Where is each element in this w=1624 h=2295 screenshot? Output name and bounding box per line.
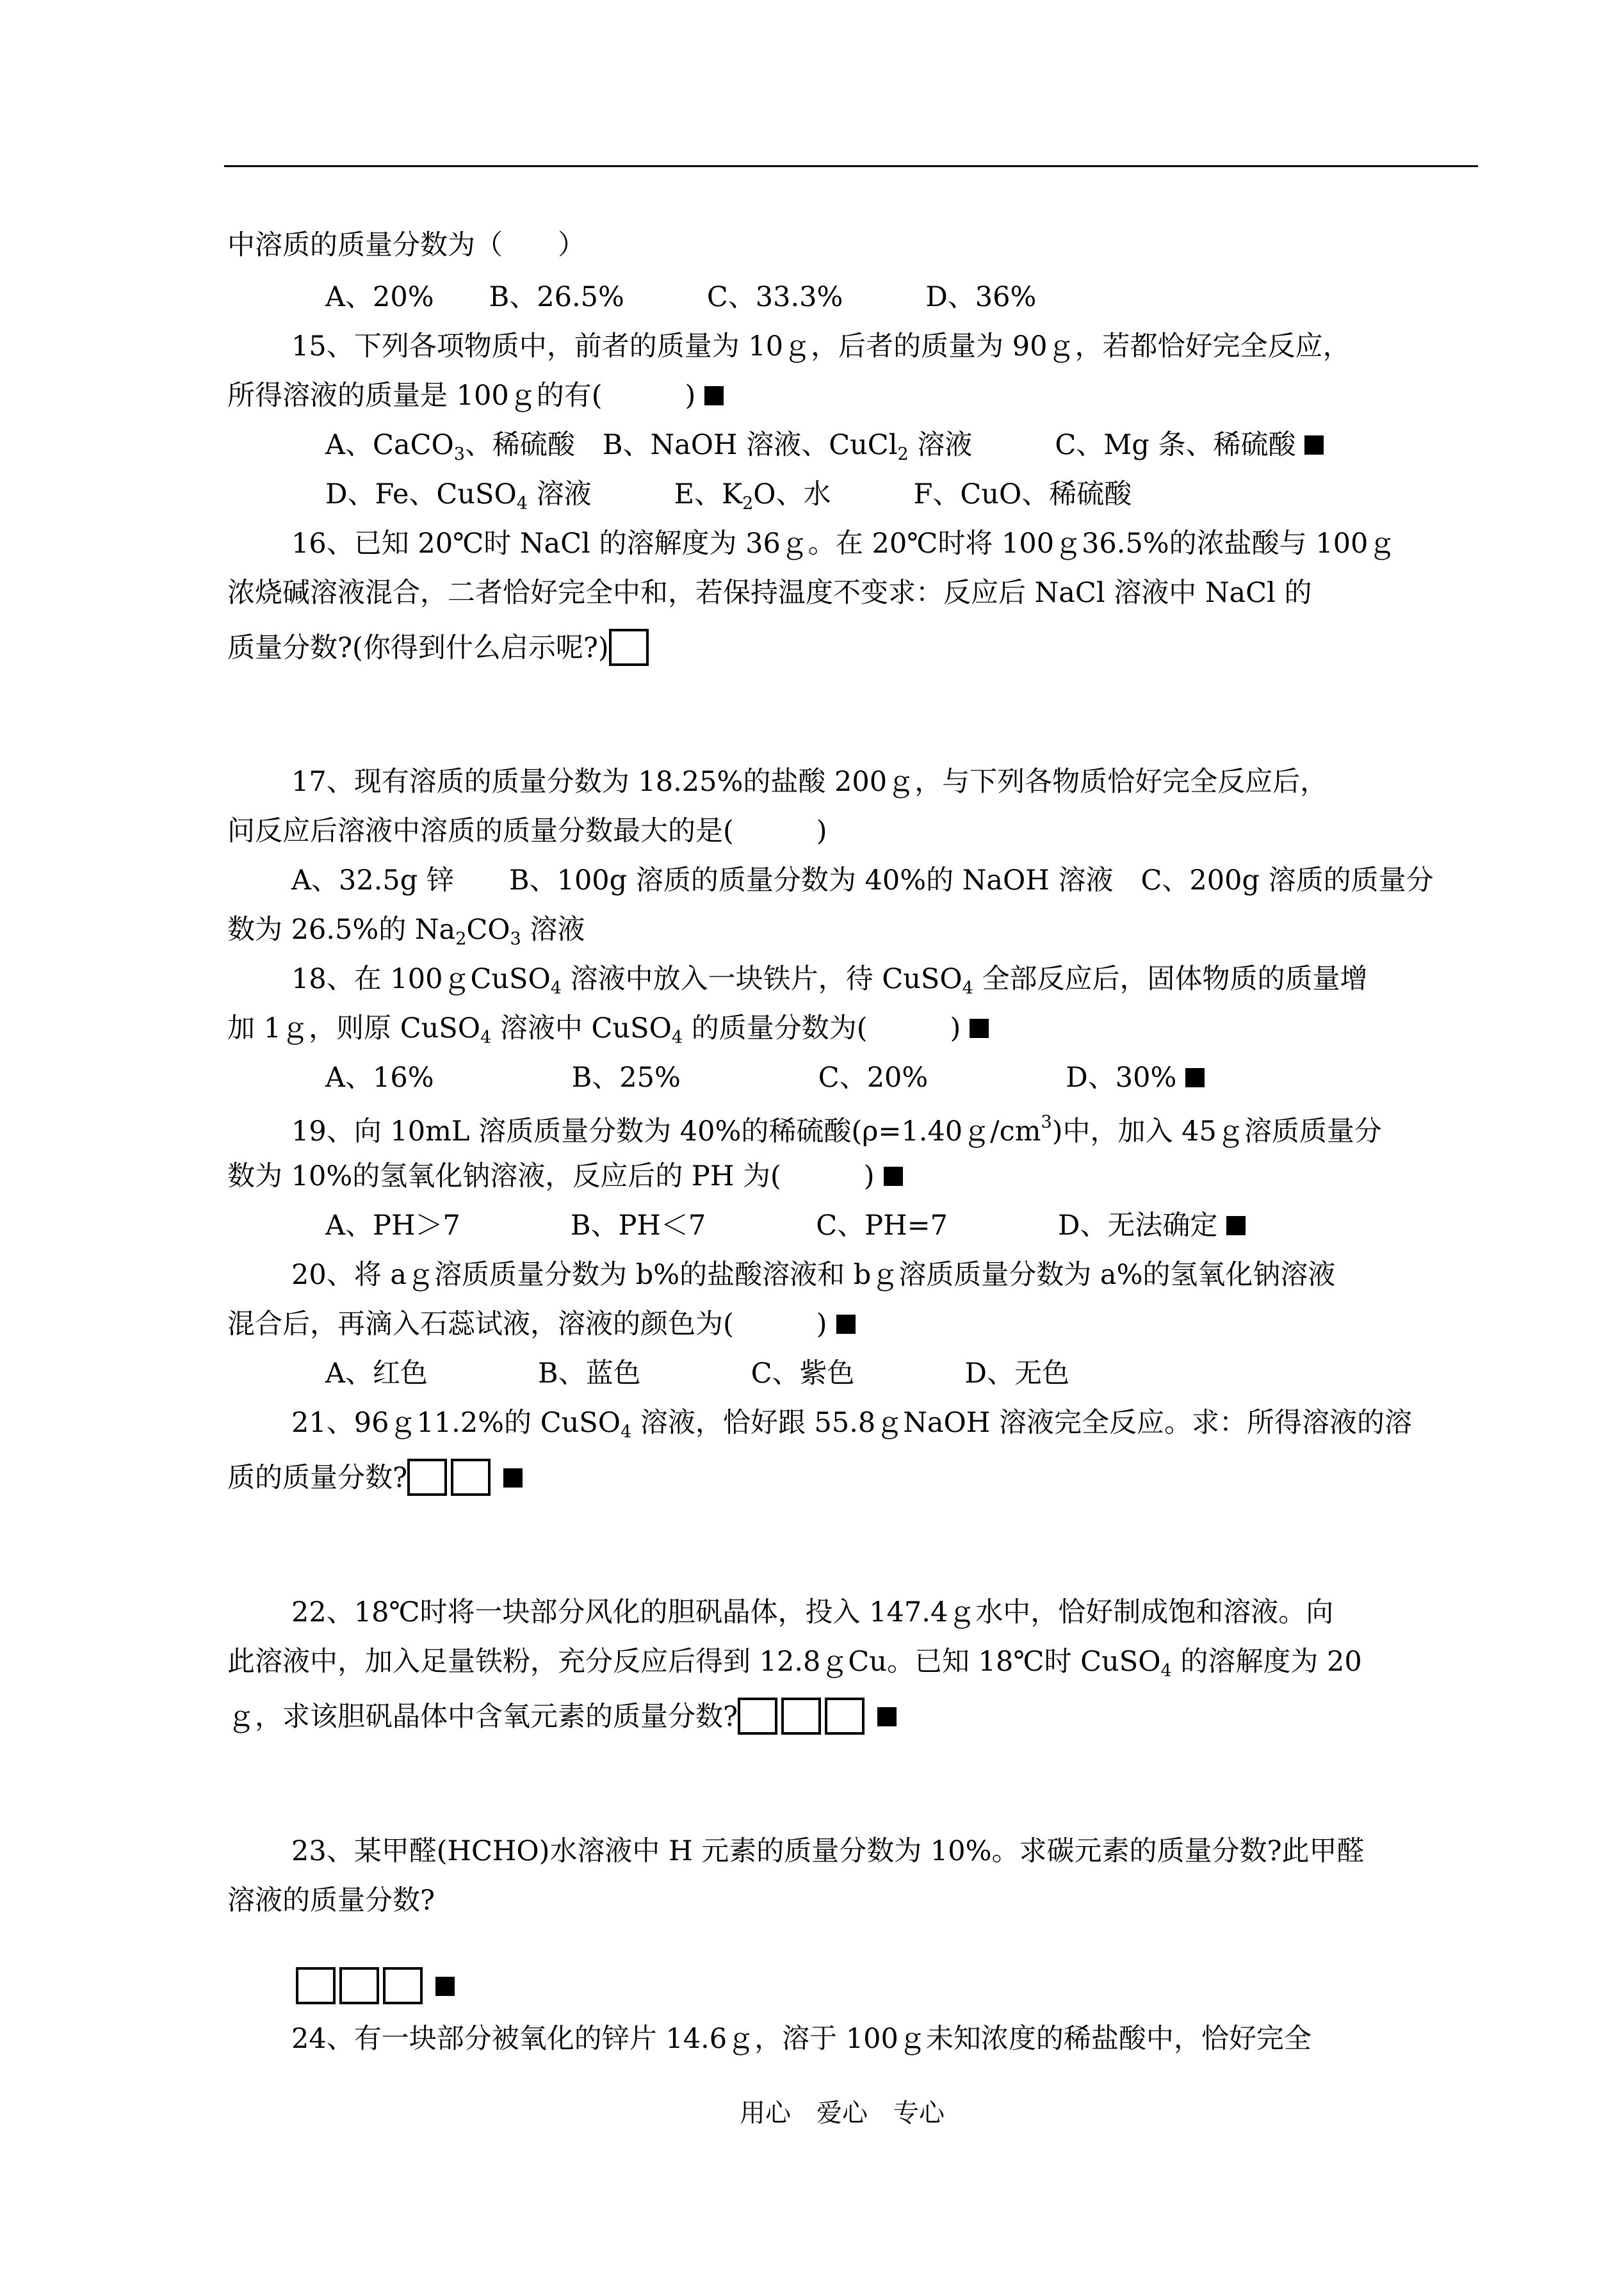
- options-q20: A、红色 B、蓝色 C、紫色 D、无色: [325, 1358, 1070, 1390]
- answer-box-icon: [738, 1698, 777, 1735]
- black-square-icon: [435, 1977, 455, 1996]
- header-rule: [224, 165, 1478, 167]
- black-square-icon: [1304, 435, 1324, 455]
- question-19: 19、向 10mL 溶质质量分数为 40%的稀硫酸$(\rho=1.40g/cm^3)$中，加入 45ｇ溶质质量分: [291, 1112, 1382, 1148]
- question-20: 20、将 aｇ溶质质量分数为 b%的盐酸溶液和 bｇ溶质质量分数为 a%的氢氧化钠溶液: [291, 1259, 1336, 1291]
- black-square-icon: [884, 1167, 903, 1186]
- answer-box-icon: [407, 1459, 447, 1496]
- text-line: 所得溶液的质量是 100ｇ的有( ): [227, 382, 724, 410]
- text-line: 加 1ｇ，则原 CuSO$_4$ 溶液中 CuSO$_4$ 的质量分数为( ): [227, 1015, 989, 1046]
- text-line: 此溶液中，加入足量铁粉，充分反应后得到 12.8ｇCu。已知 18℃时 CuSO$_4$ 的溶解度为 20: [227, 1646, 1362, 1681]
- text-line: 数为 26.5%的 $Na_2CO_3$ 溶液: [227, 914, 585, 949]
- answer-box-icon: [609, 629, 649, 666]
- text-line: 问反应后溶液中溶质的质量分数最大的是( ): [227, 815, 827, 847]
- question-23: 23、某甲醛(HCHO)水溶液中 H 元素的质量分数为 10%。求碳元素的质量分数?此甲醛: [291, 1835, 1365, 1867]
- options-q15-row1: A、CaCO$_3$、稀硫酸 B、NaOH 溶液、CuCl$_2$ 溶液 C、Mg 条、稀硫酸: [325, 432, 1324, 463]
- answer-box-icon: [383, 1967, 423, 2004]
- options-q15-row2: D、Fe、CuSO$_4$ 溶液 E、$K_2O$、水 F、CuO、稀硫酸: [325, 478, 1132, 514]
- text-line: 浓烧碱溶液混合，二者恰好完全中和，若保持温度不变求：反应后 NaCl 溶液中 NaCl 的: [227, 577, 1312, 609]
- options-q17: A、32.5g 锌 B、100g 溶质的质量分数为 40%的 NaOH 溶液 C、200g 溶质的质量分: [291, 864, 1434, 896]
- text-line: 质的质量分数?: [227, 1459, 523, 1496]
- text-line: 中溶质的质量分数为（ ）: [227, 229, 585, 261]
- black-square-icon: [503, 1468, 523, 1488]
- answer-boxes: [296, 1967, 455, 2004]
- question-16: 16、已知 20℃时 NaCl 的溶解度为 36ｇ。在 20℃时将 100ｇ36.5%的浓盐酸与 100ｇ: [291, 528, 1396, 560]
- text-line: 溶液的质量分数?: [227, 1885, 435, 1917]
- answer-box-icon: [451, 1459, 491, 1496]
- black-square-icon: [836, 1315, 856, 1334]
- black-square-icon: [877, 1707, 897, 1726]
- black-square-icon: [1226, 1216, 1246, 1235]
- options-q14: A、20% B、26.5% C、33.3% D、36%: [325, 281, 1037, 313]
- answer-box-icon: [339, 1967, 379, 2004]
- question-21: 21、96ｇ11.2%的 CuSO$_4$ 溶液，恰好跟 55.8ｇNaOH 溶液完全反应。求：所得溶液的溶: [291, 1407, 1412, 1442]
- text-line: 数为 10%的氢氧化钠溶液，反应后的 PH 为( ): [227, 1163, 903, 1190]
- question-22: 22、18℃时将一块部分风化的胆矾晶体，投入 147.4ｇ水中，恰好制成饱和溶液。向: [291, 1596, 1334, 1628]
- question-24: 24、有一块部分被氧化的锌片 14.6ｇ，溶于 100ｇ未知浓度的稀盐酸中，恰好完全: [291, 2023, 1311, 2055]
- text-line: 混合后，再滴入石蕊试液，溶液的颜色为( ): [227, 1311, 856, 1338]
- page-footer: 用心 爱心 专心: [740, 2098, 945, 2128]
- question-15: 15、下列各项物质中，前者的质量为 10ｇ，后者的质量为 90ｇ，若都恰好完全反应，: [291, 330, 1351, 362]
- answer-box-icon: [781, 1698, 821, 1735]
- options-q19: A、PH＞7 B、PH＜7 C、PH=7 D、无法确定: [325, 1212, 1246, 1240]
- question-18: 18、在 100ｇCuSO$_4$ 溶液中放入一块铁片，待 CuSO$_4$ 全部反应后，固体物质的质量增: [291, 963, 1368, 998]
- answer-box-icon: [825, 1698, 865, 1735]
- options-q18: A、16% B、25% C、20% D、30%: [325, 1064, 1205, 1092]
- question-17: 17、现有溶质的质量分数为 18.25%的盐酸 200ｇ，与下列各物质恰好完全反应后，: [291, 766, 1328, 798]
- text-line: ｇ，求该胆矾晶体中含氧元素的质量分数?: [227, 1698, 897, 1735]
- text-line: 质量分数?(你得到什么启示呢?): [227, 629, 653, 666]
- black-square-icon: [1185, 1068, 1205, 1087]
- black-square-icon: [704, 386, 724, 405]
- answer-box-icon: [296, 1967, 336, 2004]
- black-square-icon: [970, 1019, 989, 1038]
